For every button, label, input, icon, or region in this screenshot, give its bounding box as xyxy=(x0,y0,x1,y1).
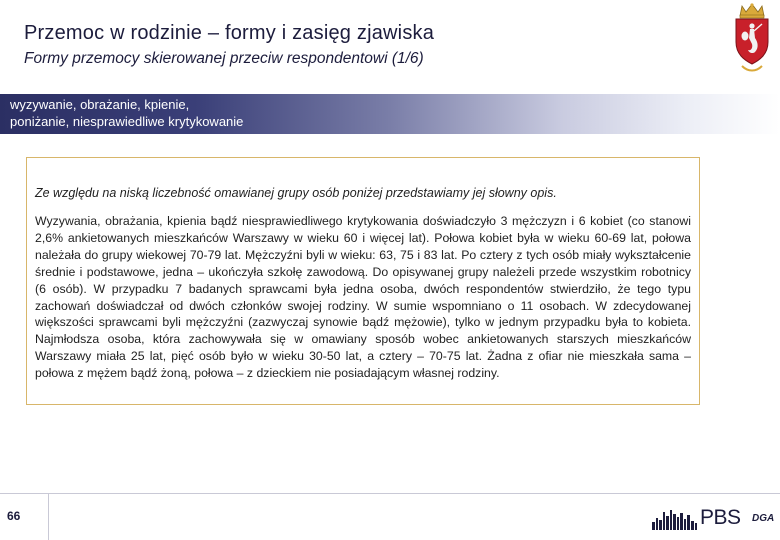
topic-band xyxy=(0,94,780,134)
description-box xyxy=(26,157,700,405)
page-title: Przemoc w rodzinie – formy i zasięg zjawiska xyxy=(24,22,435,44)
warsaw-crest-icon xyxy=(728,2,776,74)
skyline-logo-icon xyxy=(650,504,700,534)
page-number-box xyxy=(0,494,49,540)
logo-text: PBS xyxy=(700,506,741,529)
topic-label-line-2: poniżanie, niesprawiedliwe krytykowanie xyxy=(10,114,244,129)
topic-label-line-1: wyzywanie, obrażanie, kpienie, xyxy=(10,97,190,112)
page-subtitle: Formy przemocy skierowanej przeciw respondentowi (1/6) xyxy=(24,50,424,67)
logo-suffix: DGA xyxy=(752,513,775,524)
pbs-logo xyxy=(650,504,778,534)
topic-label xyxy=(10,96,243,130)
footer-divider xyxy=(0,493,780,494)
page-number: 66 xyxy=(7,509,21,523)
description-paragraph: Wyzywania, obrażania, kpienia bądź niesprawiedliwego krytykowania doświadczyło 3 mężczyzn i 6 kobiet (co stanowi 2,6% ankietowanych mieszkańców Warszawy w wieku 60 i więcej lat). Połowa kobiet była w wieku 60-69 lat, połowa należała do grupy wiekowej 70-79 lat. Mężczyźni byli w wieku: 63, 75 i 83 lat. Po cztery z tych osób miały wykształcenie średnie i podstawowe, jedna – ukończyła szkołę zawodową. Do opisywanej grupy należeli przede wszystkim robotnicy (6 osób). W przypadku 7 badanych sprawcami była jedna osoba, dwóch respondentów stwierdziło, że tego typu zachowań doświadczał od dwóch członków swojej rodziny. W sumie wspomniano o 11 osobach. W zdecydowanej większości sprawcami byli mężczyźni (zazwyczaj synowie bądź mężowie), tylko w jednym przypadku była to kobieta. Najmłodsza osoba, która zachowywała się w omawiany sposób wobec ankietowanych starszych mieszkańców Warszawy miała 25 lat, pięć osób było w wieku 30-50 lat, a cztery – 70-75 lat. Żadna z ofiar nie mieszkała sama – połowa z mężem bądź żoną, połowa – z dzieckiem nie posiadającym własnej rodziny. xyxy=(35,214,691,381)
intro-note: Ze względu na niską liczebność omawianej grupy osób poniżej przedstawiamy jej słowny opis. xyxy=(35,186,557,200)
